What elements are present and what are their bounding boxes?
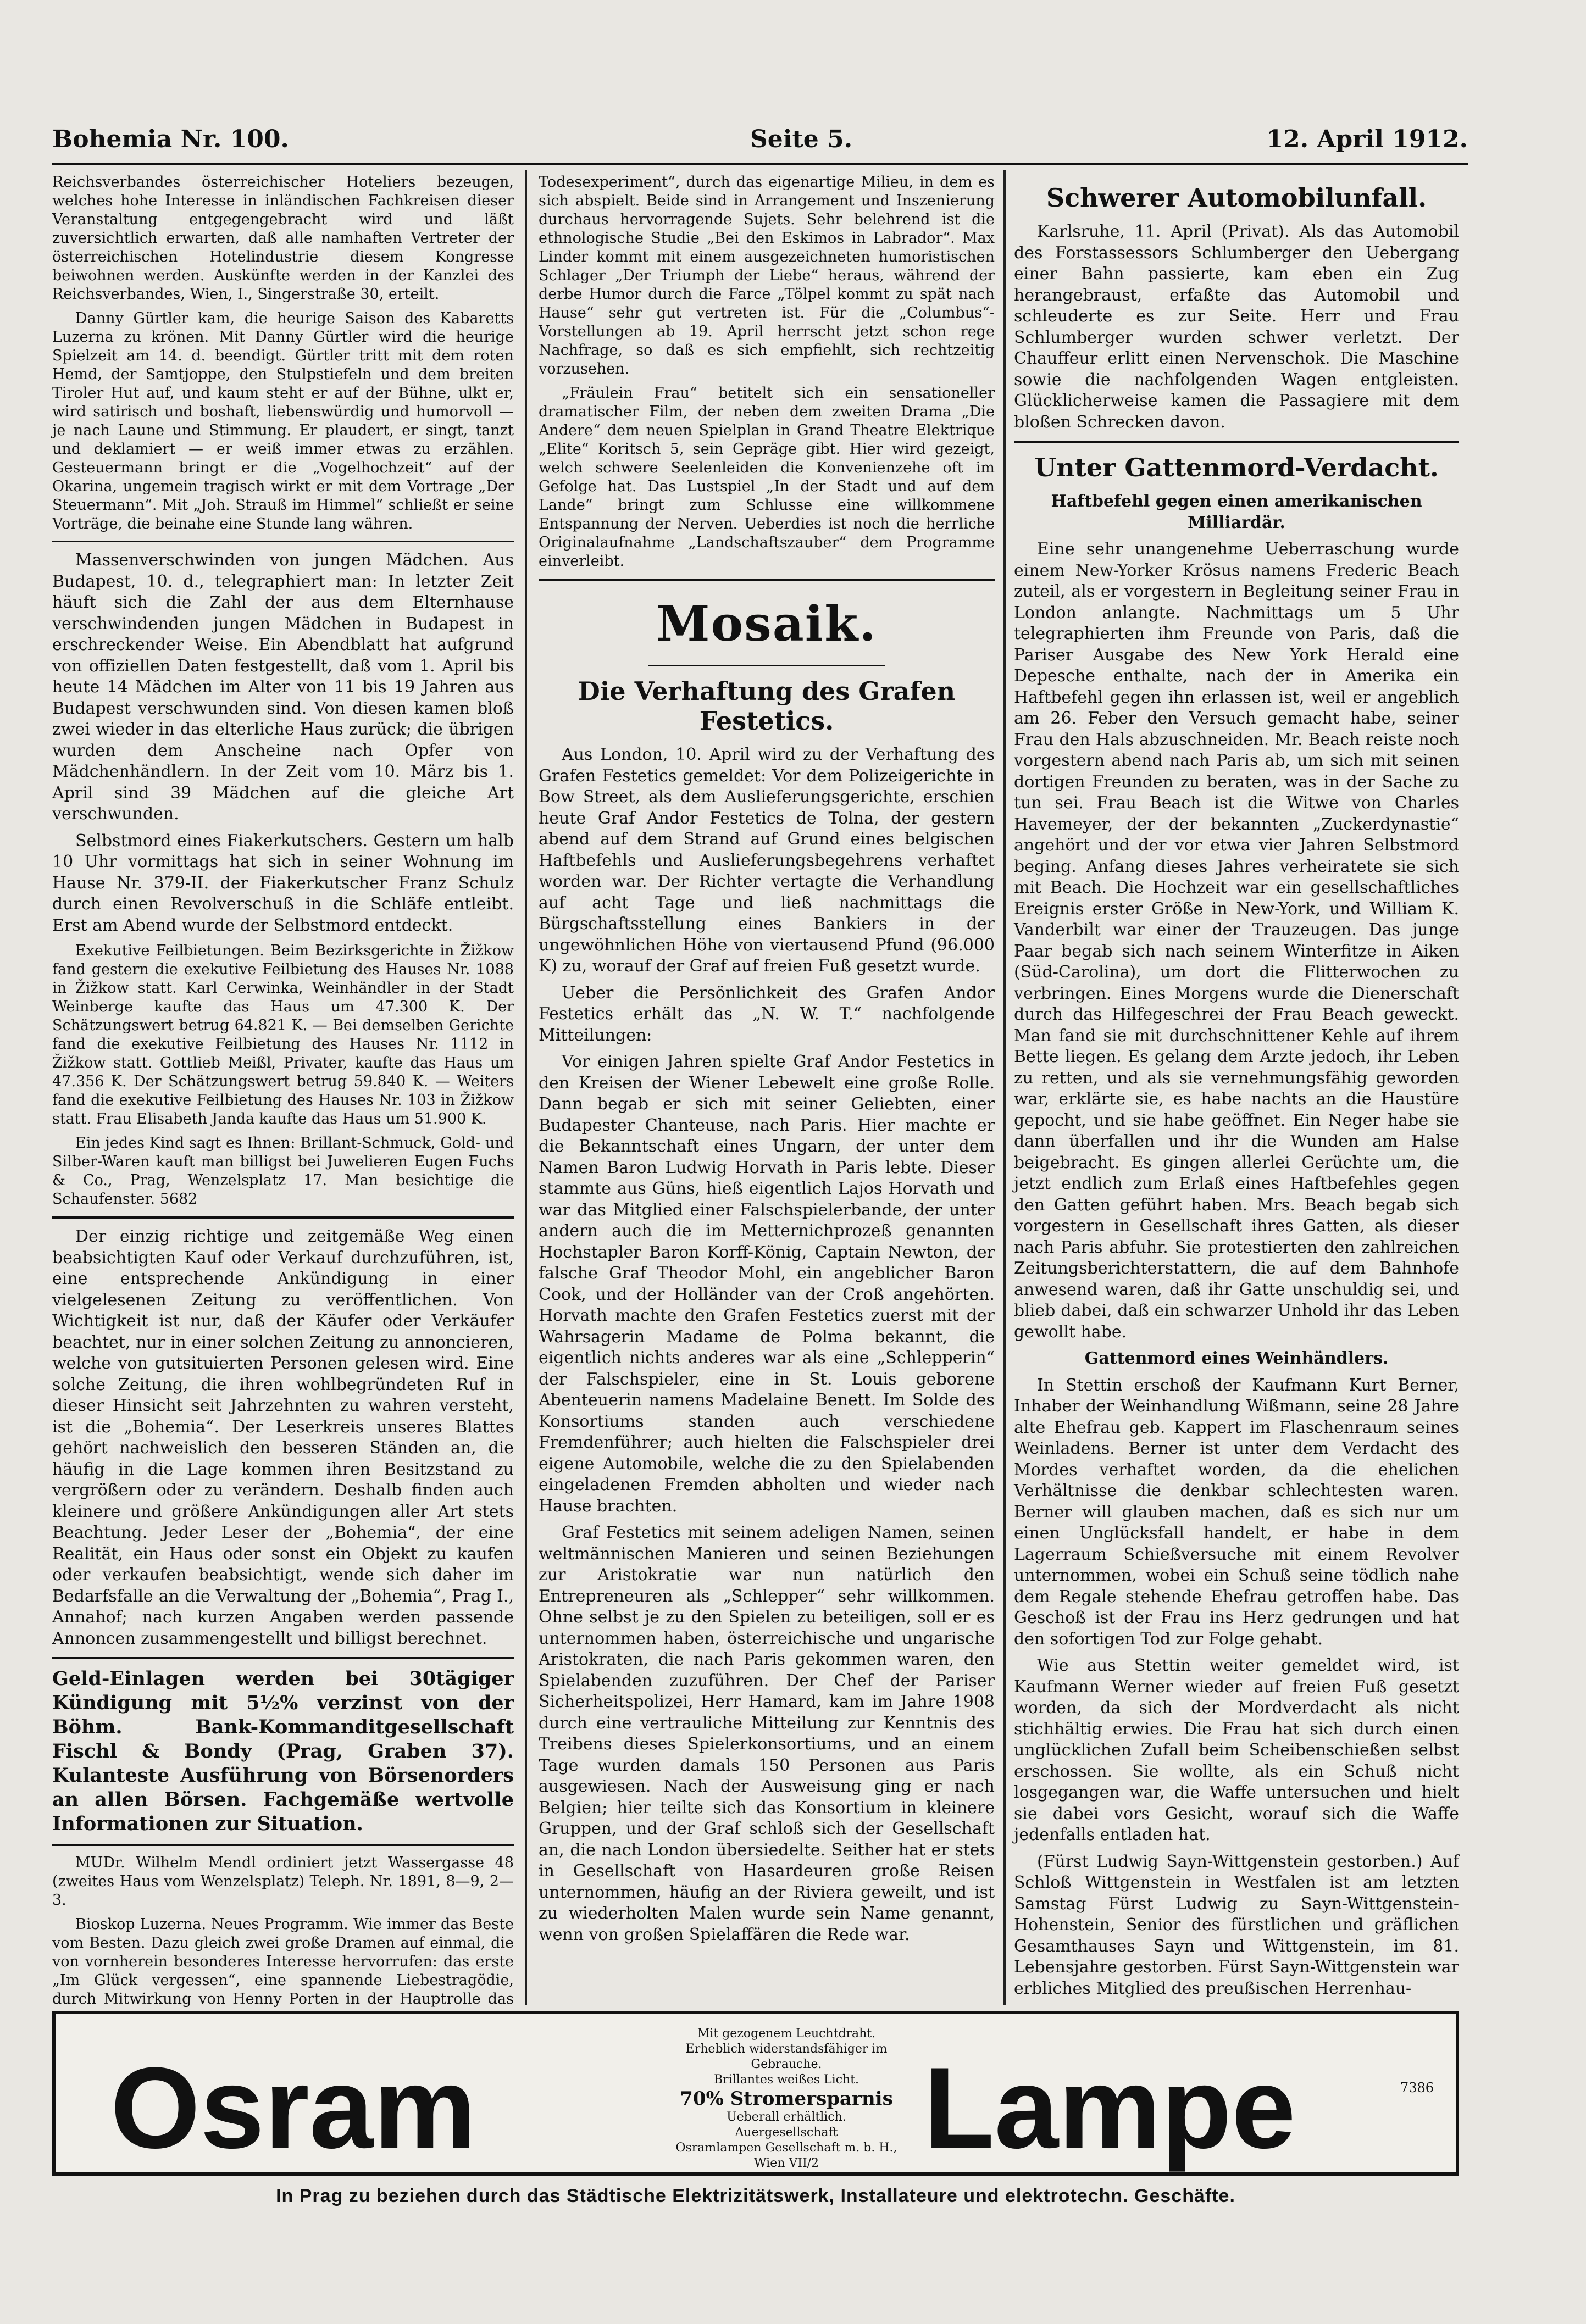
article-fraeulein-frau: „Fräulein Frau“ betitelt sich ein sensationeller dramatischer Film, der neben dem zweiten Drama „Die Andere“ dem neuen Spielplan in Grand Theatre Elektrique „Elite“ Koritsch 5, sein Gepräge gibt. Hier wird gezeigt, welch schwere Seelenleiden die Konvenienzehe oft im Gefolge hat. Das Lustspiel „In der Stadt und auf dem Lande“ bringt zum Schlusse eine willkommene Entspannung der Nerven. Ueberdies ist noch die herrliche Originalaufnahme „Landschaftszauber“ dem Programme einverleibt. <box>539 385 995 570</box>
article-suicide-coachman: Selbstmord eines Fiakerkutschers. Gestern um halb 10 Uhr vormittags hat sich in seiner Wohnung im Hause Nr. 379-II. der Fiakerkutscher Franz Schulz durch einen Revolverschuß in die Schläfe entleibt. Erst am Abend wurde der Selbstmord entdeckt. <box>52 831 514 935</box>
subheadline-haftbefehl: Haftbefehl gegen einen amerikanischen Milliardär. <box>1051 492 1422 532</box>
article-danny-guertler: Danny Gürtler kam, die heurige Saison des Kabaretts Luzerna zu krönen. Mit Danny Gürtler wird die heurige Spielzeit am 14. d. beendigt. Gürtler tritt mit dem roten Hemd, der Samtjoppe, den Stulpstiefeln und dem breiten Tiroler Hut auf, und kaum steht er auf der Bühne, ulkt er, wird satirisch und boshaft, liebenswürdig und humorvoll — je nach Laune und Stimmung. Er plaudert, er singt, tanzt und deklamiert — er weiß immer etwas zu erzählen. Gesteuermann bringt er die „Vogelhochzeit“ auf der Okarina, ungemein tragisch wirkt er mit dem Vortrage „Der Steuermann“. Mit „Joh. Strauß im Himmel“ schließt er seine Vorträge, die beinahe eine Stunde lang währen. <box>52 310 514 532</box>
ad-line: Mit gezogenem Leuchtdraht. <box>697 2027 876 2041</box>
column-2 <box>539 173 995 2003</box>
ad-line: Ueberall erhältlich. <box>727 2110 846 2124</box>
article-bioskop-luzerna: Bioskop Luzerna. Neues Programm. Wie immer das Beste vom Besten. Dazu gleich zwei große Dramen auf einmal, die von vornherein besonderes Interesse hervorrufen: das erste „Im Glück vergessen“, eine spannende Liebestragödie, durch Mitwirkung von Henny Porten in der Hauptrolle das <box>52 1916 514 2008</box>
divider <box>52 1216 514 1219</box>
header-rule <box>52 163 1468 165</box>
divider <box>648 665 885 666</box>
divider <box>52 1657 514 1659</box>
column-divider <box>525 170 527 2005</box>
subheadline-weinhaendler: Gattenmord eines Weinhändlers. <box>1084 1349 1389 1368</box>
article-stettin-2: Wie aus Stettin weiter gemeldet wird, ist Kaufmann Werner wieder auf freien Fuß gesetzt worden, da sich der Mordverdacht als nicht stichhältig erwies. Die Frau hat sich durch einen unglücklichen Zufall beim Scheibenschießen selbst erschossen. Sie wollte, als ein Schuß nicht losgegangen war, die Waffe untersuchen und hielt sie dabei vors Gesicht, worauf sich die Waffe jedenfalls entladen hat. <box>1014 1656 1459 1844</box>
headline-gattenmord-verdacht: Unter Gattenmord-Verdacht. <box>1034 453 1439 482</box>
notice-doctor: MUDr. Wilhelm Mendl ordiniert jetzt Wassergasse 48 (zweites Haus vom Wenzelsplatz) Teleph. Nr. 1891, 8—9, 2—3. <box>52 1854 514 1909</box>
ad-word-lampe: Lampe <box>924 2043 1296 2172</box>
header-date: 12. April 1912. <box>1266 125 1468 153</box>
divider <box>52 1844 514 1846</box>
section-title-mosaik: Mosaik. <box>656 595 877 652</box>
divider <box>52 541 514 542</box>
headline-festetics: Die Verhaftung des Grafen Festetics. <box>578 676 956 736</box>
article-budapest-girls: Massenverschwinden von jungen Mädchen. Aus Budapest, 10. d., telegraphiert man: In letzter Zeit häuft sich die Zahl der aus dem Elternhause verschwindenden jungen Mädchen in Budapest in erschreckender Weise. Ein Abendblatt hat aufgrund von offiziellen Daten festgestellt, daß vom 1. April bis heute 14 Mädchen im Alter von 11 bis 19 Jahren aus Budapest verschwunden sind. Von diesen kamen bloß zwei wieder in das elterliche Haus zurück; die übrigen wurden dem Anscheine nach Opfer von Mädchenhändlern. In der Zeit vom 10. März bis 1. April sind 39 Mädchen auf die gleiche Art verschwunden. <box>52 551 514 824</box>
ad-bank-deposits: Geld-Einlagen werden bei 30tägiger Kündigung mit 5½% verzinst von der Böhm. Bank-Kommanditgesellschaft Fischl & Bondy (Prag, Graben 37). Kulanteste Ausführung von Börsenorders an allen Börsen. Fachgemäße wertvolle Informationen zur Situation. <box>52 1667 514 1835</box>
ad-line: Erheblich widerstandsfähiger im Gebrauche. <box>685 2042 888 2071</box>
header-left: Bohemia Nr. 100. <box>52 125 289 153</box>
ad-line: Auergesellschaft <box>735 2126 838 2139</box>
ad-line: Brillantes weißes Licht. <box>713 2073 859 2087</box>
page-header <box>52 125 1468 164</box>
article-beach: Eine sehr unangenehme Ueberraschung wurde einem New-Yorker Krösus namens Frederic Beach zuteil, als er vorgestern in Begleitung seiner Frau in London anlangte. Nachmittags um 5 Uhr telegraphierten ihm Freunde von Paris, daß die Pariser Ausgabe des New York Herald eine Depesche enthalte, nach der in Amerika ein Haftbefehl gegen ihn erlassen ist, weil er angeblich am 26. Feber den Versuch gemacht habe, seiner Frau den Hals abzuschneiden. Mr. Beach reiste noch vorgestern abend nach Paris ab, um sich mit seinen dortigen Freunden zu beraten, was in der Sache zu tun sei. Frau Beach ist die Witwe von Charles Havemeyer, der der bekannten „Zuckerdynastie“ angehört und der vor etwa vier Jahren Selbstmord beging. Anfang dieses Jahres verheiratete sie sich mit Beach. Die Hochzeit war ein gesellschaftliches Ereignis erster Größe in New-York, und William K. Vanderbilt war einer der Trauzeugen. Das junge Paar begab sich nach seinem Winterfitze in Aiken (Süd-Carolina), um dort die Flitterwochen zu verbringen. Eines Morgens wurde die Dienerschaft durch das Hilfegeschrei der Frau Beach geweckt. Man fand sie mit durchschnittener Kehle auf ihrem Bette liegen. Es gelang dem Arzte jedoch, ihr Leben zu retten, und als sie vernehmungsfähig geworden war, erklärte sie, es habe nachts an die Haustüre gepocht, und sie habe geöffnet. Ein Neger habe sie dann überfallen und ihr die Wunden am Halse beigebracht. Es gingen allerlei Gerüchte um, die jetzt endlich zum Erlaß eines Haftbefehles gegen den Gatten geführt haben. Mrs. Beach begab sich vorgestern in Gesellschaft ihres Gatten, als dieser nach Paris abfuhr. Sie protestierten den zahlreichen Zeitungsberichterstattern, die auf dem Bahnhofe anwesend waren, daß ihr Gatte unschuldig sei, und blieb dabei, daß ein schwarzer Unhold ihr das Leben gewollt habe. <box>1014 540 1459 1342</box>
ad-number: 7386 <box>1400 2080 1434 2095</box>
ad-line: Wien VII/2 <box>753 2156 819 2170</box>
ad-line: Osramlampen Gesellschaft m. b. H., <box>675 2141 897 2155</box>
article-festetics-story-2: Graf Festetics mit seinem adeligen Namen, seinen weltmännischen Manieren und seinen Beziehungen zur Aristokratie war nun natürlich den Entrepreneuren als „Schlepper“ sehr willkommen. Ohne selbst je zu den Spielen zu beteiligen, soll er es unternommen haben, österreichische und ungarische Aristokraten, die nach Paris gekommen waren, den Spielabenden zuzuführen. Der Chef der Pariser Sicherheitspolizei, Herr Hamard, kam im Jahre 1908 durch eine vertrauliche Mitteilung zur Kenntnis des Treibens dieses Spielerkonsortiums, und an einem Tage wurden damals 150 Personen aus Paris ausgewiesen. Nach der Ausweisung ging er nach Belgien; hier teilte sich das Konsortium in kleinere Gruppen, und der Graf schloß sich der Gesellschaft an, die nach London übersiedelte. Seither hat er stets in Gesellschaft von Hasardeuren große Reisen unternommen, häufig an der Riviera geweilt, und ist zu wiederholten Malen wurde sein Name genannt, wenn von großen Spielaffären die Rede war. <box>539 1523 995 1944</box>
article-hotel-congress: Reichsverbandes österreichischer Hoteliers bezeugen, welches hohe Interesse in inländischen Fachkreisen dieser Veranstaltung entgegengebracht wird und läßt zuversichtlich erwarten, daß alle namhaften Vertreter der österreichischen Hotelindustrie diesem Kongresse beiwohnen werden. Auskünfte werden in der Kanzlei des Reichsverbandes, Wien, I., Singerstraße 30, erteilt. <box>52 174 514 303</box>
column-1 <box>52 173 514 2008</box>
divider <box>1014 441 1459 443</box>
article-stettin: In Stettin erschoß der Kaufmann Kurt Berner, Inhaber der Weinhandlung Wißmann, seine 28 Jahre alte Ehefrau geb. Kappert im Flaschenraum seines Weinladens. Berner ist unter dem Verdacht des Mordes verhaftet worden, da die ehelichen Verhältnisse die denkbar schlechtesten waren. Berner will glauben machen, daß es sich nur um einen Unglücksfall handelt, er habe in dem Lagerraum Schießversuche mit einem Revolver unternommen, wobei ein Schuß seine tödlich nahe dem Regale stehende Ehefrau getroffen habe. Das Geschoß ist der Frau ins Herz gedrungen und hat den sofortigen Tod zur Folge gehabt. <box>1014 1375 1459 1649</box>
ad-highlight: 70% Stromersparnis <box>680 2088 893 2110</box>
osram-advertisement <box>52 2011 1459 2176</box>
article-festetics-story: Vor einigen Jahren spielte Graf Andor Festetics in den Kreisen der Wiener Lebewelt eine große Rolle. Dann begab er sich mit seiner Geliebten, einer Budapester Chanteuse, nach Paris. Hier machte er die Bekanntschaft eines Ungarn, der unter dem Namen Baron Ludwig Horvath in Paris lebte. Dieser stammte aus Güns, hieß eigentlich Lajos Horvath und war das Mitglied einer Falschspielerbande, der unter andern auch die im Metternichprozeß genannten Hochstapler Baron Korff-König, Captain Newton, der falsche Graf Theodor Mohl, ein angeblicher Baron Cook, und der Holländer van der Croß angehörten. Horvath machte den Grafen Festetics zuerst mit der Wahrsagerin Madame de Polma bekannt, die eigentlich nichts anderes war als eine „Schlepperin“ der Falschspieler, eine in St. Louis geborene Abenteuerin namens Madelaine Benett. Im Solde des Konsortiums standen auch verschiedene Fremdenführer; auch hielten die Falschspieler drei eigene Automobile, welche die zu den Spielabenden eingeladenen Fremden abholten und wieder nach Hause brachten. <box>539 1052 995 1516</box>
ad-middle-text <box>666 2026 907 2171</box>
article-automobile-accident: Karlsruhe, 11. April (Privat). Als das Automobil des Forstassessors Schlumberger den Uebergang einer Bahn passierte, kam eben ein Zug herangebraust, erfaßte das Automobil und schleuderte es zur Seite. Herr und Frau Schlumberger wurden schwer verletzt. Der Chauffeur erlitt einen Nervenschok. Die Maschine sowie die nachfolgenden Wagen entgleisten. Glücklicherweise kamen die Passagiere mit dem bloßen Schrecken davon. <box>1014 222 1459 432</box>
article-wittgenstein: (Fürst Ludwig Sayn-Wittgenstein gestorben.) Auf Schloß Wittgenstein in Westfalen ist am letzten Samstag Fürst Ludwig zu Sayn-Wittgenstein-Hohenstein, Senior des fürstlichen und gräflichen Gesamthauses Sayn und Wittgenstein, im 81. Lebensjahre gestorben. Fürst Sayn-Wittgenstein war erbliches Mitglied des preußischen Herrenhau- <box>1014 1852 1459 1998</box>
ad-word-osram: Osram <box>110 2043 476 2172</box>
divider <box>539 579 995 581</box>
article-auctions: Exekutive Feilbietungen. Beim Bezirksgerichte in Žižkow fand gestern die exekutive Feilbietung des Hauses Nr. 1088 in Žižkow statt. Karl Cerwinka, Weinhändler in der Stadt Weinberge kaufte das Haus um 47.300 K. Der Schätzungswert betrug 64.821 K. — Bei demselben Gerichte fand die exekutive Feilbietung des Hauses Nr. 1112 in Žižkow statt. Gottlieb Meißl, Privater, kaufte das Haus um 47.356 K. Der Schätzungswert betrug 59.840 K. — Weiters fand die exekutive Feilbietung des Hauses Nr. 103 in Žižkow statt. Frau Elisabeth Janda kaufte das Haus um 51.900 K. <box>52 942 514 1127</box>
header-center: Seite 5. <box>750 125 853 153</box>
ad-jeweler: Ein jedes Kind sagt es Ihnen: Brillant-Schmuck, Gold- und Silber-Waren kauft man billigst bei Juwelieren Eugen Fuchs & Co., Prag, Wenzelsplatz 17. Man besichtige die Schaufenster. 5682 <box>52 1135 514 1208</box>
article-festetics-arrest: Aus London, 10. April wird zu der Verhaftung des Grafen Festetics gemeldet: Vor dem Polizeigerichte in Bow Street, als dem Auslieferungsgerichte, erschien heute Graf Andor Festetics de Tolna, der gestern abend auf dem Strand auf Grund eines belgischen Haftbefehls und Auslieferungsbegehrens verhaftet worden war. Der Richter vertagte die Verhandlung auf acht Tage und ließ nachmittags die Bürgschaftsstellung eines Bankiers in der ungewöhnlichen Höhe von viertausend Pfund (96.000 K) zu, worauf der Graf auf freien Fuß gesetzt wurde. <box>539 745 995 976</box>
headline-automobile-accident: Schwerer Automobilunfall. <box>1046 183 1427 213</box>
footer-line: In Prag zu beziehen durch das Städtische Elektrizitätswerk, Installateure und elektrotechn. Geschäfte. <box>276 2186 1235 2206</box>
ad-bohemia-advertising: Der einzig richtige und zeitgemäße Weg einen beabsichtigten Kauf oder Verkauf durchzuführen, ist, eine entsprechende Ankündigung in einer vielgelesenen Zeitung zu veröffentlichen. Von Wichtigkeit ist nur, daß der Käufer oder Verkäufer beachtet, nur in einer solchen Zeitung zu annoncieren, welche von gutsituierten Personen gelesen wird. Eine solche Zeitung, die ihren wohlbegründeten Ruf in dieser Hinsicht seit Jahrzehnten zu wahren versteht, ist die „Bohemia“. Der Leserkreis unseres Blattes gehört nachweislich den besseren Ständen an, die häufig in die Lage kommen ihren Besitzstand zu vergrößern oder zu verändern. Deshalb finden auch kleinere und größere Ankündigungen aller Art stets Beachtung. Jeder Leser der „Bohemia“, der eine Realität, ein Haus oder sonst ein Objekt zu kaufen oder verkaufen beabsichtigt, wende sich daher im Bedarfsfalle an die Verwaltung der „Bohemia“, Prag I., Annahof; nach kurzen Angaben werden passende Annoncen zusammengestellt und billigst berechnet. <box>52 1227 514 1648</box>
article-festetics-intro: Ueber die Persönlichkeit des Grafen Andor Festetics erhält das „N. W. T.“ nachfolgende Mitteilungen: <box>539 983 995 1045</box>
column-divider <box>1003 170 1006 2005</box>
column-3 <box>1014 173 1459 2003</box>
article-bioskop-cont: Todesexperiment“, durch das eigenartige Milieu, in dem es sich abspielt. Beide sind in Arrangement und Inszenierung durchaus hervorragende Sujets. Sehr belehrend ist die ethnologische Studie „Bei den Eskimos in Labrador“. Max Linder kommt mit einem ausgezeichneten humoristischen Schlager „Der Triumph der Liebe“ heraus, während der derbe Humor durch die Farce „Tölpel kommt zu spät nach Hause“ sehr gut vertreten ist. Für die „Columbus“-Vorstellungen ab 19. April herrscht jetzt schon rege Nachfrage, so daß es sich empfiehlt, sich rechtzeitig vorzusehen. <box>539 174 995 377</box>
